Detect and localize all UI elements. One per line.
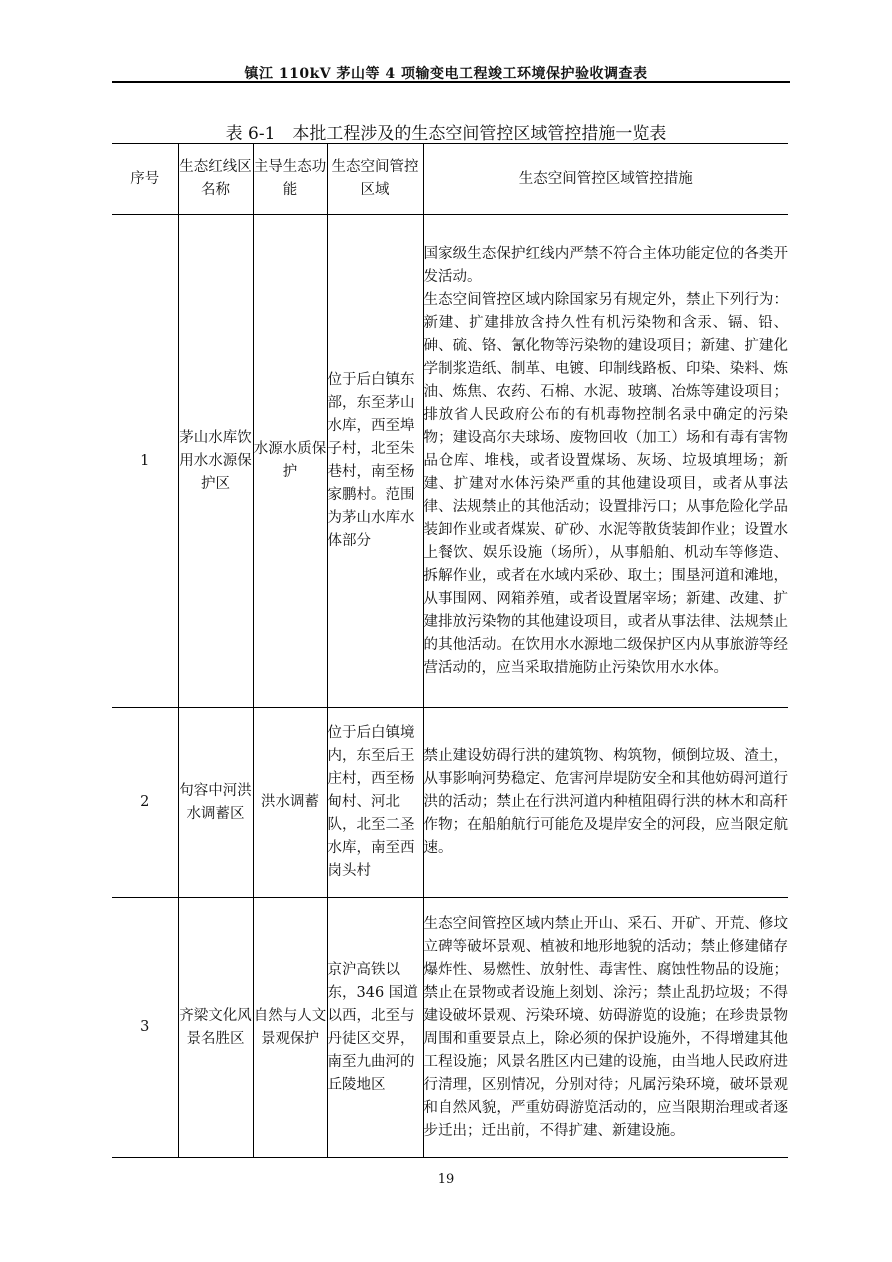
- table-caption: 表 6-1 本批工程涉及的生态空间管控区域管控措施一览表: [225, 124, 667, 144]
- table-header-row: [112, 144, 788, 215]
- row-number: 2: [112, 708, 178, 898]
- control-measures: [423, 708, 788, 898]
- control-area-description: 京沪高铁以东，346 国道以西，北至与丹徒区交界，南至九曲河的丘陵地区: [327, 898, 423, 1158]
- control-measures: [423, 898, 788, 1158]
- control-area-description: 位于后白镇东部，东至茅山水库，西至埠子村，北至朱巷村，南至杨家鹏村。范围为茅山水库水体部分: [327, 215, 423, 708]
- table-row: [112, 898, 788, 1158]
- ecological-function: 洪水调蓄: [253, 708, 327, 898]
- measure-paragraph: 生态空间管控区域内禁止开山、采石、开矿、开荒、修坟立碑等破坏景观、植被和地形地貌的活动；禁止修建储存爆炸性、易燃性、放射性、毒害性、腐蚀性物品的设施；禁止在景物或者设施上刻划、涂污；禁止乱扔垃圾；不得建设破坏景观、污染环境、妨碍游览的设施；在珍贵景物周围和重要景点上，除必须的保护设施外，不得增建其他工程设施；风景名胜区内已建的设施，由当地人民政府进行清理，区别情况，分别对待；凡属污染环境，破坏景观和自然风貌，严重妨碍游览活动的，应当限期治理或者逐步迁出；迁出前，不得扩建、新建设施。: [423, 915, 788, 1139]
- measures-table: [112, 143, 788, 1158]
- row-number: 3: [112, 898, 178, 1158]
- measure-paragraph: 生态空间管控区域内除国家另有规定外，禁止下列行为：新建、扩建排放含持久性有机污染物和含汞、镉、铅、砷、硫、铬、氰化物等污染物的建设项目；新建、扩建化学制浆造纸、制革、电镀、印制线路板、印染、染料、炼油、炼焦、农药、石棉、水泥、玻璃、冶炼等建设项目；排放省人民政府公布的有机毒物控制名录中确定的污染物；建设高尔夫球场、废物回收（加工）场和有毒有害物品仓库、堆栈，或者设置煤场、灰场、垃圾填埋场；新建、扩建对水体污染严重的其他建设项目，或者从事法律、法规禁止的其他活动；设置排污口；从事危险化学品装卸作业或者煤炭、矿砂、水泥等散货装卸作业；设置水上餐饮、娱乐设施（场所），从事船舶、机动车等修造、拆解作业，或者在水域内采砂、取土；围垦河道和滩地，从事围网、网箱养殖，或者设置屠宰场；新建、改建、扩建排放污染物的其他建设项目，或者从事法律、法规禁止的其他活动。在饮用水水源地二级保护区内从事旅游等经营活动的，应当采取措施防止污染饮用水水体。: [423, 291, 788, 676]
- column-header-function: 主导生态功能: [253, 144, 327, 215]
- page-number: 19: [437, 1172, 455, 1187]
- header-rule: [112, 81, 790, 83]
- column-header-no: 序号: [112, 144, 178, 215]
- redline-area-name: 茅山水库饮用水水源保护区: [178, 215, 253, 708]
- document-header-title: 镇江 110kV 茅山等 4 项输变电工程竣工环境保护验收调查表: [244, 66, 648, 82]
- ecological-function: 自然与人文景观保护: [253, 898, 327, 1158]
- row-number: 1: [112, 215, 178, 708]
- table-row: [112, 708, 788, 898]
- table-row: [112, 215, 788, 708]
- measure-paragraph: 禁止建设妨碍行洪的建筑物、构筑物，倾倒垃圾、渣土，从事影响河势稳定、危害河岸堤防安全和其他妨碍河道行洪的活动；禁止在行洪河道内种植阻碍行洪的林木和高秆作物；在船舶航行可能危及堤岸安全的河段，应当限定航速。: [423, 748, 788, 856]
- control-area-description: 位于后白镇境内，东至后王庄村，西至杨甸村、河北队，北至二圣水库，南至西岗头村: [327, 708, 423, 898]
- control-measures: [423, 215, 788, 708]
- column-header-area: 生态空间管控区域: [327, 144, 423, 215]
- column-header-name: 生态红线区名称: [178, 144, 253, 215]
- redline-area-name: 句容中河洪水调蓄区: [178, 708, 253, 898]
- ecological-function: 水源水质保护: [253, 215, 327, 708]
- column-header-measures: 生态空间管控区域管控措施: [423, 144, 788, 215]
- redline-area-name: 齐梁文化风景名胜区: [178, 898, 253, 1158]
- measure-paragraph: 国家级生态保护红线内严禁不符合主体功能定位的各类开发活动。: [423, 245, 788, 285]
